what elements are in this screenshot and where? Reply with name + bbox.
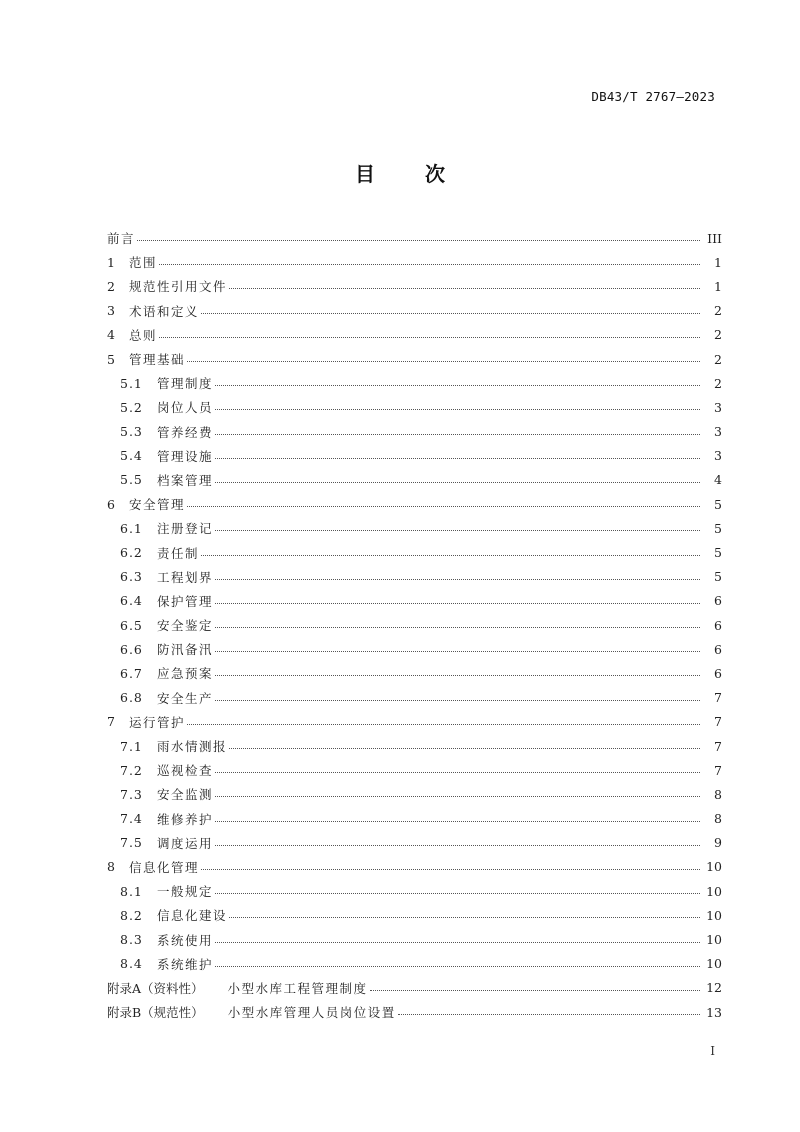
toc-entry-page: 3 — [714, 424, 722, 440]
toc-entry-page: 6 — [714, 617, 722, 633]
toc-entry-number: 7.2 — [120, 762, 143, 778]
toc-entry-page: 10 — [706, 956, 722, 972]
toc-entry[interactable] — [107, 927, 722, 951]
dot-leader — [215, 795, 700, 797]
toc-entry[interactable] — [107, 274, 722, 298]
dot-leader — [215, 481, 700, 483]
dot-leader — [159, 336, 700, 338]
toc-entry-page: 8 — [714, 786, 722, 802]
toc-entry[interactable] — [107, 976, 722, 1000]
toc-entry[interactable] — [107, 444, 722, 468]
toc-entry-number: 附录A（资料性） — [107, 980, 204, 996]
toc-entry-title: 责任制 — [157, 545, 200, 561]
toc-entry-title: 防汛备汛 — [157, 642, 214, 658]
toc-entry-title: 注册登记 — [157, 521, 214, 537]
toc-entry-title: 岗位人员 — [157, 400, 214, 416]
toc-entry-page: 2 — [714, 327, 722, 343]
toc-entry-page: 5 — [714, 520, 722, 536]
toc-entry-number: 8.3 — [120, 932, 143, 948]
toc-entry-page: III — [707, 230, 722, 246]
toc-entry[interactable] — [107, 807, 722, 831]
toc-entry-title: 安全鉴定 — [157, 618, 214, 634]
toc-entry-page: 7 — [714, 690, 722, 706]
toc-entry[interactable] — [107, 589, 722, 613]
toc-entry-page: 2 — [714, 375, 722, 391]
dot-leader — [215, 408, 700, 410]
toc-entry[interactable] — [107, 226, 722, 250]
toc-entry-number: 5.5 — [120, 472, 143, 488]
toc-entry-number: 7.5 — [120, 835, 143, 851]
dot-leader — [187, 505, 700, 507]
dot-leader — [215, 433, 700, 435]
toc-entry-title: 管养经费 — [157, 424, 214, 440]
dot-leader — [370, 989, 700, 991]
dot-leader — [215, 602, 700, 604]
toc-entry-number: 6.2 — [120, 545, 143, 561]
toc-entry-number: 5.2 — [120, 399, 143, 415]
dot-leader — [215, 578, 700, 580]
toc-entry-title: 雨水情测报 — [157, 739, 228, 755]
toc-entry[interactable] — [107, 1000, 722, 1024]
toc-entry-title: 工程划界 — [157, 569, 214, 585]
toc-title — [0, 158, 800, 187]
toc-entry-title: 巡视检查 — [157, 763, 214, 779]
toc-entry-page: 10 — [706, 883, 722, 899]
toc-entry-page: 10 — [706, 859, 722, 875]
toc-entry-number: 6.8 — [120, 690, 143, 706]
toc-entry[interactable] — [107, 661, 722, 685]
dot-leader — [201, 312, 700, 314]
dot-leader — [215, 892, 700, 894]
toc-entry-title: 管理基础 — [129, 352, 186, 368]
toc-entry[interactable] — [107, 710, 722, 734]
toc-entry-page: 8 — [714, 811, 722, 827]
toc-entry-number: 6 — [107, 496, 115, 512]
toc-entry-number: 6.4 — [120, 593, 143, 609]
toc-entry-title: 档案管理 — [157, 472, 214, 488]
dot-leader — [229, 747, 700, 749]
toc-entry-page: 2 — [714, 303, 722, 319]
dot-leader — [229, 287, 700, 289]
dot-leader — [201, 554, 700, 556]
dot-leader — [137, 239, 700, 241]
dot-leader — [215, 699, 700, 701]
toc-entry-page: 1 — [714, 254, 722, 270]
dot-leader — [215, 457, 700, 459]
dot-leader — [187, 360, 700, 362]
toc-entry-page: 10 — [706, 907, 722, 923]
toc-entry-page: 9 — [714, 835, 722, 851]
toc-entry-page: 13 — [706, 1004, 722, 1020]
toc-entry[interactable] — [107, 395, 722, 419]
toc-entry[interactable] — [107, 565, 722, 589]
toc-entry-number: 6.1 — [120, 520, 143, 536]
toc-entry-number: 7 — [107, 714, 115, 730]
toc-entry-number: 3 — [107, 303, 115, 319]
toc-entry-title: 小型水库工程管理制度 — [227, 980, 368, 996]
toc-entry-page: 3 — [714, 399, 722, 415]
toc-entry-page: 4 — [714, 472, 722, 488]
toc-entry[interactable] — [107, 831, 722, 855]
toc-entry-title: 安全生产 — [157, 690, 214, 706]
toc-entry-title: 维修养护 — [157, 811, 214, 827]
dot-leader — [159, 263, 700, 265]
toc-entry[interactable] — [107, 323, 722, 347]
toc-entry-title: 应急预案 — [157, 666, 214, 682]
dot-leader — [229, 916, 700, 918]
toc-entry-number: 7.4 — [120, 811, 143, 827]
toc-entry-number: 7.1 — [120, 738, 143, 754]
toc-entry[interactable] — [107, 468, 722, 492]
toc-entry-title: 术语和定义 — [129, 303, 200, 319]
toc-entry-page: 5 — [714, 569, 722, 585]
toc-entry[interactable] — [107, 250, 722, 274]
toc-entry-title: 系统维护 — [157, 956, 214, 972]
toc-entry[interactable] — [107, 540, 722, 564]
dot-leader — [215, 650, 700, 652]
toc-entry-title: 规范性引用文件 — [129, 279, 228, 295]
toc-entry[interactable] — [107, 686, 722, 710]
standard-code: DB43/T 2767—2023 — [591, 89, 715, 104]
toc-entry-number: 5.1 — [120, 375, 143, 391]
toc-entry[interactable] — [107, 782, 722, 806]
toc-entry-number: 5.4 — [120, 448, 143, 464]
toc-entry-page: 10 — [706, 932, 722, 948]
toc-entry-number: 4 — [107, 327, 115, 343]
toc-entry-page: 6 — [714, 641, 722, 657]
toc-title-char-1: 目 — [355, 162, 375, 186]
toc-entry[interactable] — [107, 903, 722, 927]
toc-entry[interactable] — [107, 347, 722, 371]
dot-leader — [215, 844, 700, 846]
toc-entry-number: 8 — [107, 859, 115, 875]
dot-leader — [215, 965, 700, 967]
toc-entry-title: 安全监测 — [157, 787, 214, 803]
toc-entry-page: 12 — [706, 980, 722, 996]
toc-entry-page: 1 — [714, 278, 722, 294]
toc-entry-title: 安全管理 — [129, 497, 186, 513]
toc-entry-title: 调度运用 — [157, 835, 214, 851]
toc-entry-page: 7 — [714, 738, 722, 754]
toc-entry-title: 运行管护 — [129, 714, 186, 730]
toc-entry[interactable] — [107, 758, 722, 782]
toc-entry-title: 总则 — [129, 327, 158, 343]
toc-entry[interactable] — [107, 879, 722, 903]
toc-entry-number: 5.3 — [120, 424, 143, 440]
dot-leader — [215, 820, 700, 822]
toc-entry-page: 7 — [714, 762, 722, 778]
toc-entry-title: 小型水库管理人员岗位设置 — [227, 1005, 396, 1021]
dot-leader — [187, 723, 700, 725]
toc-entry-title: 管理设施 — [157, 448, 214, 464]
toc-entry[interactable] — [107, 492, 722, 516]
dot-leader — [215, 771, 700, 773]
toc-entry-page: 5 — [714, 496, 722, 512]
toc-entry[interactable] — [107, 855, 722, 879]
dot-leader — [215, 941, 700, 943]
toc-entry[interactable] — [107, 516, 722, 540]
toc-entry-number: 8.4 — [120, 956, 143, 972]
toc-entry-number: 7.3 — [120, 786, 143, 802]
toc-entry-title: 保护管理 — [157, 593, 214, 609]
dot-leader — [215, 626, 700, 628]
toc-entry-number: 1 — [107, 254, 115, 270]
toc-entry-title: 一般规定 — [157, 884, 214, 900]
toc-entry-number: 8.2 — [120, 907, 143, 923]
toc-entry-page: 7 — [714, 714, 722, 730]
toc-entry[interactable] — [107, 299, 722, 323]
toc-entry[interactable] — [107, 637, 722, 661]
toc-entry-page: 6 — [714, 665, 722, 681]
toc-entry-title: 系统使用 — [157, 932, 214, 948]
dot-leader — [215, 674, 700, 676]
toc-entry-number: 8.1 — [120, 883, 143, 899]
toc-entry-title: 信息化管理 — [129, 859, 200, 875]
toc-entry-number: 附录B（规范性） — [107, 1005, 204, 1021]
table-of-contents — [107, 226, 722, 1024]
toc-entry-number: 6.7 — [120, 665, 143, 681]
toc-entry-page: 2 — [714, 351, 722, 367]
toc-title-char-2: 次 — [425, 162, 445, 186]
toc-entry-title: 前言 — [107, 231, 136, 247]
dot-leader — [201, 868, 700, 870]
toc-entry-number: 6.6 — [120, 641, 143, 657]
toc-entry[interactable] — [107, 952, 722, 976]
toc-entry[interactable] — [107, 420, 722, 444]
toc-entry-number: 2 — [107, 278, 115, 294]
toc-entry-page: 6 — [714, 593, 722, 609]
toc-entry-number: 6.3 — [120, 569, 143, 585]
toc-entry-page: 5 — [714, 545, 722, 561]
dot-leader — [398, 1013, 700, 1015]
toc-entry[interactable] — [107, 371, 722, 395]
toc-entry-title: 管理制度 — [157, 376, 214, 392]
toc-entry[interactable] — [107, 734, 722, 758]
dot-leader — [215, 529, 700, 531]
toc-entry[interactable] — [107, 613, 722, 637]
toc-entry-number: 6.5 — [120, 617, 143, 633]
dot-leader — [215, 384, 700, 386]
footer-page-number: I — [710, 1044, 715, 1058]
toc-entry-title: 范围 — [129, 255, 158, 271]
toc-entry-number: 5 — [107, 351, 115, 367]
toc-entry-title: 信息化建设 — [157, 908, 228, 924]
toc-entry-page: 3 — [714, 448, 722, 464]
